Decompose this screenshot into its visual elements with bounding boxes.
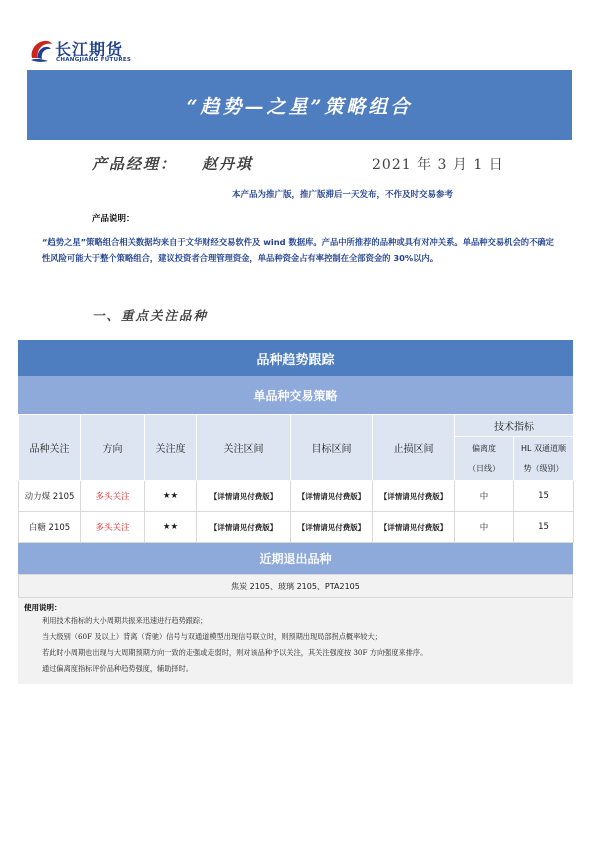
- cell-focus-range: 【详情请见付费版】: [197, 512, 291, 543]
- logo-text-en: CHANGJIANG FUTURES: [56, 57, 132, 63]
- cell-direction: 多头关注: [81, 512, 145, 543]
- cell-attention: ★★: [145, 481, 197, 512]
- table-row: [19, 512, 574, 543]
- table-row: [19, 481, 574, 512]
- strategy-table: [18, 414, 574, 543]
- cell-hl: 15: [514, 481, 574, 512]
- manager-label: 产品经理：: [92, 155, 178, 173]
- exit-items: 焦炭 2105、玻璃 2105、PTA2105: [18, 574, 573, 598]
- exit-title: 近期退出品种: [18, 543, 573, 574]
- header-deviation: [455, 437, 514, 481]
- header-hl-label: HL 双通道顺: [520, 443, 566, 453]
- report-title: “趋势—之星”策略组合: [186, 96, 413, 118]
- cell-stop-range: 【详情请见付费版】: [373, 512, 455, 543]
- trend-table: [18, 340, 573, 684]
- header-deviation-label: 偏离度: [472, 443, 496, 453]
- company-logo: [28, 36, 148, 70]
- usage-line: 若此时小周期也出现与大周期预期方向一致的走强或走弱时，则对该品种予以关注，其关注强度按 30F 方向强度来排序。: [42, 648, 428, 657]
- header-hl-unit: 势（级别）: [523, 463, 564, 473]
- cell-stop-range: 【详情请见付费版】: [373, 481, 455, 512]
- cell-direction: 多头关注: [81, 481, 145, 512]
- cell-product: 白糖 2105: [19, 512, 81, 543]
- header-target-range: 目标区间: [291, 415, 373, 481]
- usage-heading: 使用说明：: [24, 603, 62, 612]
- promo-notice: 本产品为推广版，推广版滞后一天发布，不作及时交易参考: [232, 190, 454, 200]
- usage-line: 利用技术指标的大小周期共振来迅速进行趋势跟踪；: [42, 616, 208, 625]
- cell-deviation: 中: [455, 512, 514, 543]
- cell-deviation: 中: [455, 481, 514, 512]
- table-title: 品种趋势跟踪: [18, 340, 573, 376]
- header-tech: 技术指标: [455, 415, 574, 437]
- cell-attention: ★★: [145, 512, 197, 543]
- header-attention: 关注度: [145, 415, 197, 481]
- report-date: 2021 年 3 月 1 日: [372, 157, 504, 173]
- description-heading: 产品说明：: [92, 214, 135, 224]
- usage-line: 通过偏离度指标评价品种趋势强度，辅助择时。: [42, 664, 193, 673]
- header-deviation-unit: （日线）: [468, 463, 500, 473]
- cell-target-range: 【详情请见付费版】: [291, 481, 373, 512]
- section-title: 一、重点关注品种: [92, 308, 209, 323]
- header-direction: 方向: [81, 415, 145, 481]
- dragon-logo-icon: [28, 36, 54, 64]
- header-hl: [514, 437, 574, 481]
- title-banner: [27, 70, 572, 140]
- description-body: “趋势之星”策略组合相关数据均来自于文华财经交易软件及 wind 数据库。产品中所推荐的品种或具有对冲关系。单品种交易机会的不确定性风险可能大于整个策略组合，建议投资者合理管理资金，单品种资金占有率控制在全部资金的 30%以内。: [42, 237, 554, 263]
- cell-hl: 15: [514, 512, 574, 543]
- header-stop-range: 止损区间: [373, 415, 455, 481]
- cell-focus-range: 【详情请见付费版】: [197, 481, 291, 512]
- cell-target-range: 【详情请见付费版】: [291, 512, 373, 543]
- table-subtitle: 单品种交易策略: [18, 376, 573, 414]
- header-focus-range: 关注区间: [197, 415, 291, 481]
- header-product: 品种关注: [19, 415, 81, 481]
- logo-text-cn: 长江期货: [55, 40, 124, 59]
- usage-notes: [18, 598, 573, 684]
- manager-name: 赵丹琪: [202, 155, 254, 173]
- usage-line: 当大级别（60F 及以上）背离（背驰）信号与双通道模型出现信号联立时，则预期出现局部拐点概率较大；: [42, 632, 382, 641]
- cell-product: 动力煤 2105: [19, 481, 81, 512]
